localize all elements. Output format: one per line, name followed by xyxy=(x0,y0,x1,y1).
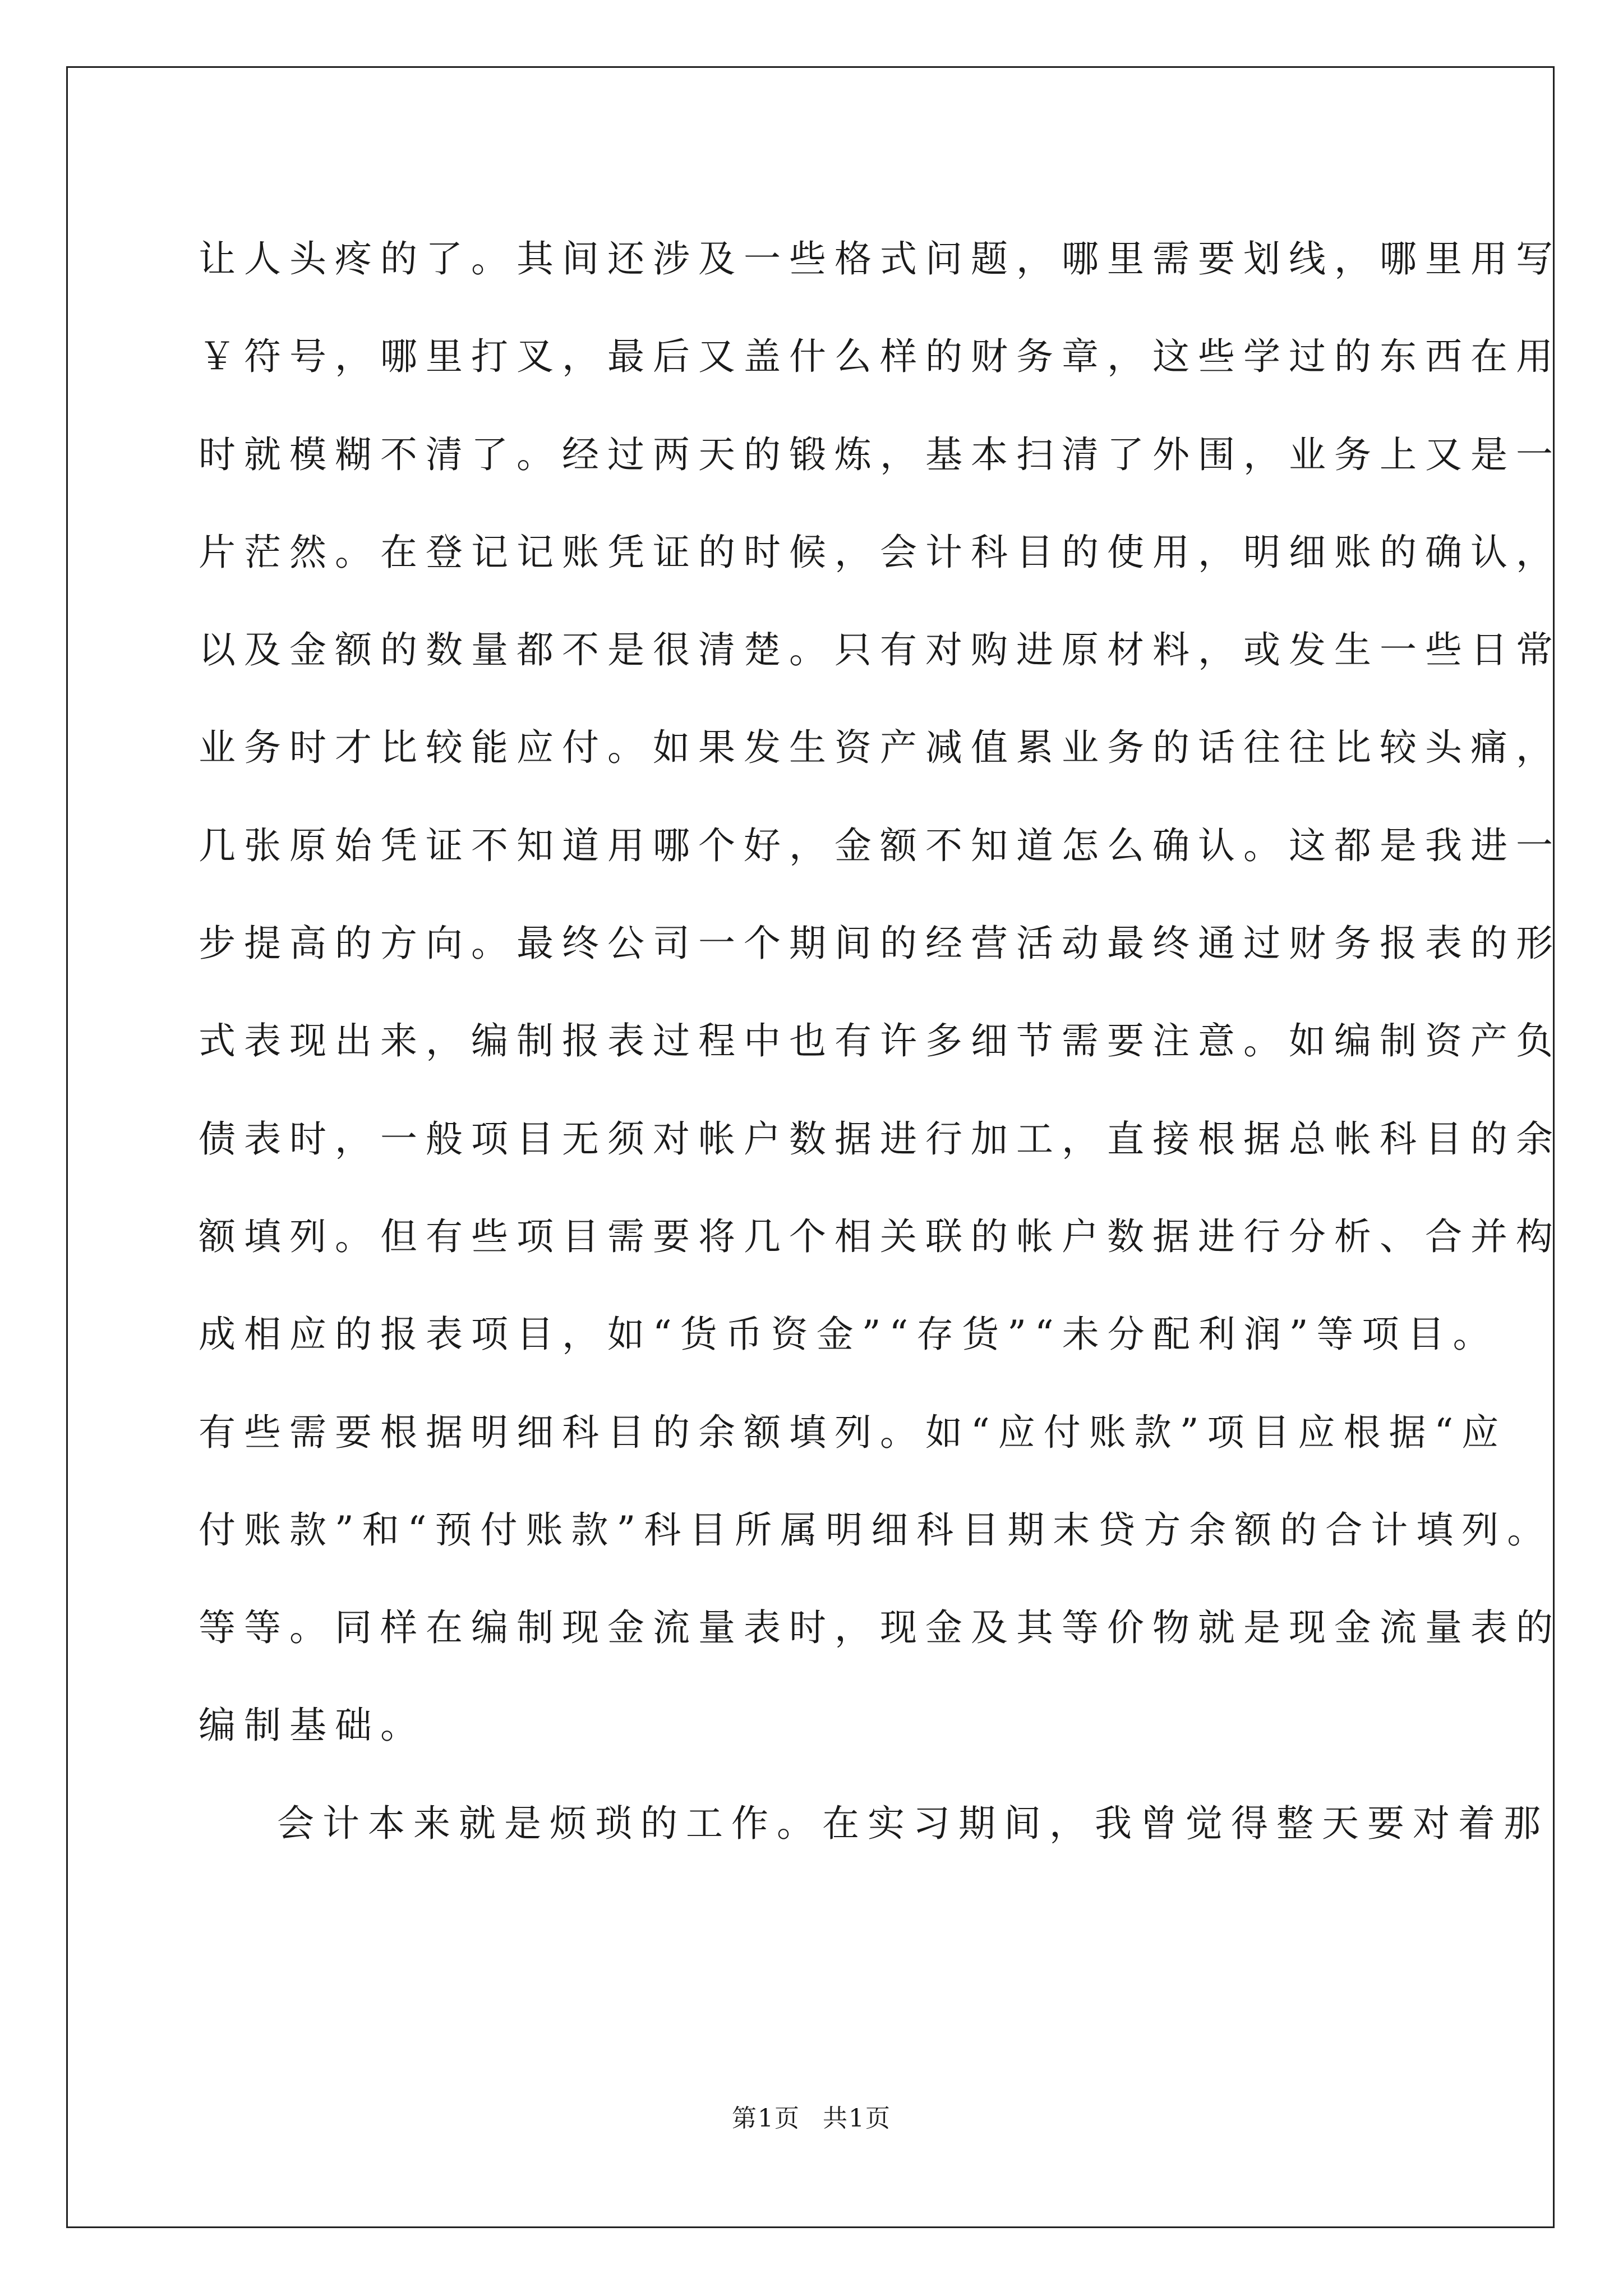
text-line: 几张原始凭证不知道用哪个好，金额不知道怎么确认。这都是我进一 xyxy=(199,823,1561,867)
paragraph-start-line: 会计本来就是烦琐的工作。在实习期间，我曾觉得整天要对着那 xyxy=(277,1801,1549,1845)
text-line: 步提高的方向。最终公司一个期间的经营活动最终通过财务报表的形 xyxy=(199,922,1561,965)
text-line: 编制基础。 xyxy=(199,1704,426,1747)
text-line: 式表现出来，编制报表过程中也有许多细节需要注意。如编制资产负 xyxy=(199,1019,1561,1063)
text-line: 等等。同样在编制现金流量表时，现金及其等价物就是现金流量表的 xyxy=(199,1606,1561,1650)
text-line: 业务时才比较能应付。如果发生资产减值累业务的话往往比较头痛， xyxy=(199,726,1561,770)
page-footer xyxy=(0,2098,1623,2134)
page-number-current: 第1页 xyxy=(732,2104,800,2133)
text-line: 有些需要根据明细科目的余额填列。如“应付账款”项目应根据“应 xyxy=(199,1410,1507,1454)
text-line: 时就模糊不清了。经过两天的锻炼，基本扫清了外围，业务上又是一 xyxy=(199,432,1561,476)
text-line: 额填列。但有些项目需要将几个相关联的帐户数据进行分析、合并构 xyxy=(199,1214,1561,1258)
page-number-total: 共1页 xyxy=(823,2104,891,2133)
text-line: 成相应的报表项目，如“货币资金”“存货”“未分配利润”等项目。 xyxy=(199,1313,1498,1356)
text-line: 让人头疼的了。其间还涉及一些格式问题，哪里需要划线，哪里用写 xyxy=(199,237,1561,280)
text-line: 以及金额的数量都不是很清楚。只有对购进原材料，或发生一些日常 xyxy=(199,628,1561,672)
document-body xyxy=(199,210,1561,1872)
text-line: ￥符号，哪里打叉，最后又盖什么样的财务章，这些学过的东西在用 xyxy=(199,335,1561,379)
text-line: 片茫然。在登记记账凭证的时候，会计科目的使用，明细账的确认， xyxy=(199,530,1561,574)
text-line: 付账款”和“预付账款”科目所属明细科目期末贷方余额的合计填列。 xyxy=(199,1508,1553,1552)
text-line: 债表时，一般项目无须对帐户数据进行加工，直接根据总帐科目的余 xyxy=(199,1117,1561,1161)
